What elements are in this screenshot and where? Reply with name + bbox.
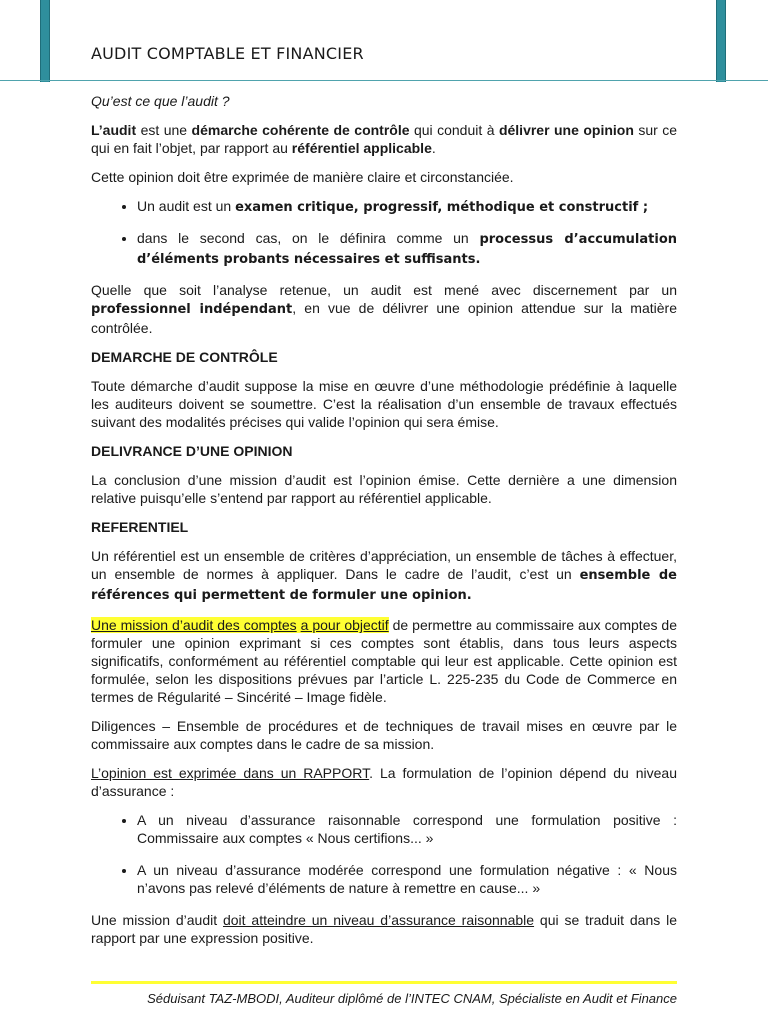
page-header-title: AUDIT COMPTABLE ET FINANCIER bbox=[91, 44, 364, 63]
opinion-paragraph: Cette opinion doit être exprimée de manière claire et circonstanciée. bbox=[91, 169, 514, 185]
list-item bbox=[137, 197, 677, 217]
header-accent-bar-right bbox=[716, 0, 726, 82]
mission-text: de permettre au commissaire aux comptes de formuler une opinion exprimant si ces comptes sont établis, dans tous leurs aspects significatifs, conformément au référentiel comptable qui leur est applicable. Cette opinion est formulée, selon les dispositions prévues par l’article L. 225-235 du Code de Commerce en termes de Régularité – Sincérité – Image fidèle. bbox=[91, 617, 677, 705]
def-bold-2: délivrer une opinion bbox=[498, 122, 634, 138]
bullet1-bold: examen critique, progressif, méthodique et constructif ; bbox=[235, 200, 649, 215]
def-term: L’audit bbox=[91, 122, 137, 138]
conclusion-paragraph bbox=[91, 911, 677, 947]
assurance-list bbox=[91, 811, 677, 897]
delivrance-paragraph: La conclusion d’une mission d’audit est l’opinion émise. Cette dernière a une dimension relative puisqu’elle s’entend par rapport au référentiel applicable. bbox=[91, 472, 677, 506]
analyse-bold: professionnel indépendant bbox=[91, 302, 293, 317]
def-bold-1: démarche cohérente de contrôle bbox=[191, 122, 410, 138]
document-body bbox=[91, 92, 677, 958]
bullet2-text: dans le second cas, on le définira comme un bbox=[137, 230, 480, 246]
demarche-paragraph: Toute démarche d’audit suppose la mise en œuvre d’une méthodologie prédéfinie à laquelle les auditeurs doivent se soumettre. C’est la réalisation d’un ensemble de travaux effectués suivant des modalités précises qui valide l’opinion qui sera émise. bbox=[91, 378, 677, 430]
section-heading-delivrance: DELIVRANCE D’UNE OPINION bbox=[91, 443, 293, 459]
definition-paragraph bbox=[91, 121, 677, 157]
def-text-4: . bbox=[431, 140, 436, 156]
header-accent-bar-left bbox=[40, 0, 50, 82]
referentiel-paragraph bbox=[91, 547, 677, 605]
referentiel-bold: ensemble de références qui permettent de formuler une opinion. bbox=[91, 568, 677, 603]
mission-highlight: Une mission d’audit des comptes bbox=[91, 617, 297, 633]
conclusion-text-2: qui se traduit dans le rapport par une expression positive. bbox=[91, 912, 677, 946]
list-item: • A un niveau d’assurance modérée correspond une formulation négative : « Nous n’avons pas relevé d’éléments de nature à remettre en cause... » bbox=[137, 861, 677, 897]
page-footer-author: Séduisant TAZ-MBODI, Auditeur diplômé de l’INTEC CNAM, Spécialiste en Audit et Finance bbox=[147, 991, 677, 1006]
list-item bbox=[137, 229, 677, 269]
rapport-text: . La formulation de l’opinion dépend du niveau d’assurance : bbox=[91, 765, 677, 799]
header-divider bbox=[0, 80, 768, 81]
conclusion-underlined: doit atteindre un niveau d’assurance raisonnable bbox=[222, 912, 535, 928]
def-text-3: sur ce qui en fait l’objet, par rapport au bbox=[91, 122, 678, 156]
bullet1-text: Un audit est un bbox=[137, 198, 236, 214]
referentiel-text: Un référentiel est un ensemble de critères d’appréciation, un ensemble de tâches à effectuer, un ensemble de normes à appliquer. Dans le cadre de l’audit, c’est un bbox=[91, 548, 677, 582]
intro-question: Qu’est ce que l’audit ? bbox=[91, 93, 230, 109]
audit-definition-list bbox=[91, 197, 677, 269]
conclusion-text-1: Une mission d’audit bbox=[91, 912, 223, 928]
mission-objective-highlight: a pour objectif bbox=[300, 617, 389, 633]
mission-paragraph bbox=[91, 616, 677, 706]
list-item: • A un niveau d’assurance raisonnable correspond une formulation positive : Commissaire aux comptes « Nous certifions... » bbox=[137, 811, 677, 847]
rapport-underlined: L’opinion est exprimée dans un RAPPORT bbox=[91, 765, 370, 781]
analyse-paragraph bbox=[91, 281, 677, 337]
diligences-paragraph: Diligences – Ensemble de procédures et de techniques de travail mises en œuvre par le commissaire aux comptes dans le cadre de sa mission. bbox=[91, 718, 677, 752]
rapport-paragraph bbox=[91, 764, 677, 800]
def-text-1: est une bbox=[136, 122, 192, 138]
section-heading-referentiel: REFERENTIEL bbox=[91, 519, 189, 535]
section-heading-demarche: DEMARCHE DE CONTRÔLE bbox=[91, 349, 278, 365]
analyse-text-2: , en vue de délivrer une opinion attendue sur la matière contrôlée. bbox=[91, 300, 677, 336]
bullet2-bold: processus d’accumulation d’éléments probants nécessaires et suffisants. bbox=[137, 232, 678, 267]
def-bold-3: référentiel applicable bbox=[291, 140, 432, 156]
def-text-2: qui conduit à bbox=[409, 122, 499, 138]
footer-divider bbox=[91, 981, 677, 984]
analyse-text-1: Quelle que soit l’analyse retenue, un audit est mené avec discernement par un bbox=[91, 282, 677, 298]
